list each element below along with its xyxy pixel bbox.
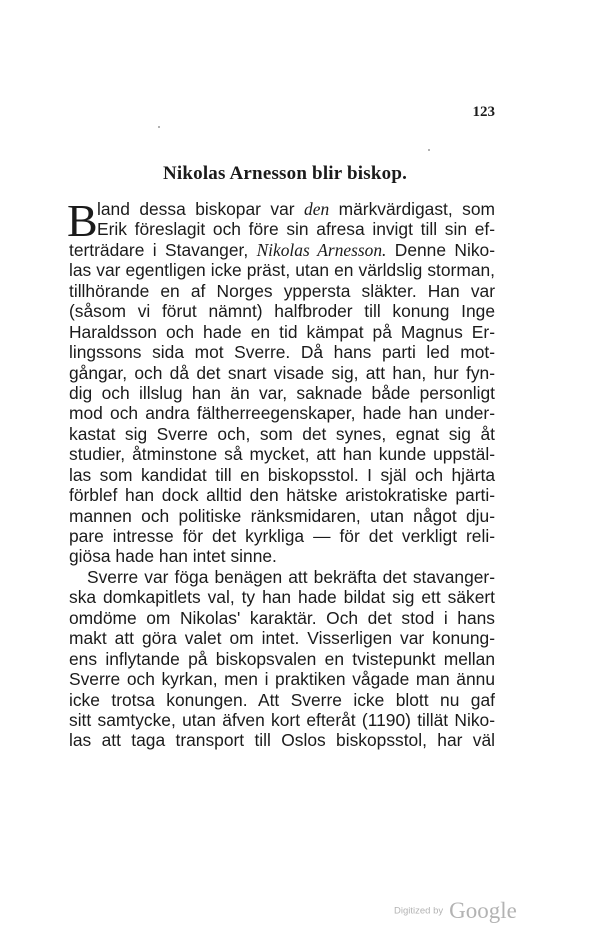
paragraph-1: [67, 195, 495, 567]
text-line: Sverre var föga benägen att bekräfta det stavanger-: [87, 566, 495, 587]
text-line: omdöme om Nikolas' karaktär. Och det stod i hans: [69, 607, 495, 628]
paper-speck: [428, 149, 430, 151]
text-line: ska domkapitlets val, ty han hade bildat sig ett säkert: [69, 587, 495, 608]
text-line: mod och andra fältherreegenskaper, hade han under-: [69, 403, 495, 424]
text-line: land dessa biskopar var den märkvärdigast, som: [97, 199, 495, 219]
text-line: ens inflytande på biskopsvalen en tvistepunkt mellan: [69, 648, 495, 669]
text-line: lingssons sida mot Sverre. Då hans parti led mot-: [69, 342, 495, 363]
text-line: Sverre och kyrkan, men i praktiken vågade man ännu: [69, 669, 495, 690]
drop-cap: B: [67, 195, 98, 246]
text-line: las att taga transport till Oslos biskopsstol, har väl: [69, 730, 495, 751]
text-line: icke trotsa konungen. Att Sverre icke blott nu gaf: [69, 689, 495, 710]
body-text: [67, 195, 495, 751]
text-line: tillhörande en af Norges yppersta släkter. Han var: [69, 280, 495, 301]
text-line: studier, åtminstone så mycket, att han kunde uppstäl-: [69, 444, 495, 465]
text-line: (såsom vi förut nämnt) halfbroder till konung Inge: [69, 301, 495, 322]
text-line: pare intresse för det kyrkliga — för det verkligt reli-: [69, 526, 495, 546]
text-line: terträdare i Stavanger, Nikolas Arnesson. Denne Niko-: [69, 239, 495, 260]
text-line: gångar, och då det snart visade sig, att han, hur fyn-: [69, 362, 495, 383]
text-line: kastat sig Sverre och, som det synes, egnat sig åt: [69, 423, 495, 444]
paper-speck: [158, 126, 160, 128]
digitized-by-google-watermark: [394, 898, 517, 924]
watermark-prefix: Digitized by: [394, 905, 444, 917]
paragraph-2: [69, 567, 495, 751]
google-logo: Google: [449, 898, 517, 923]
text-line: giösa hade han intet sinne.: [69, 546, 277, 567]
text-line: sitt samtycke, utan äfven kort efteråt (1190) tillät Niko-: [69, 709, 495, 730]
text-line: las var egentligen icke präst, utan en världslig storman,: [69, 260, 495, 281]
text-line: dig och illslug han än var, saknade både personligt: [69, 382, 495, 403]
text-line: mannen och politiske ränksmidaren, utan något dju-: [69, 505, 495, 526]
text-line: förblef han dock alltid den hätske aristokratiske parti-: [69, 485, 495, 506]
chapter-title: Nikolas Arnesson blir biskop.: [162, 163, 408, 184]
text-line: las som kandidat till en biskopsstol. I själ och hjärta: [69, 464, 495, 485]
page-number: 123: [472, 104, 495, 120]
text-line: Erik föreslagit och före sin afresa invigt till sin ef-: [97, 219, 495, 240]
text-line: makt att göra valet om intet. Visserligen var konung-: [69, 628, 495, 649]
text-line: Haraldsson och hade en tid kämpat på Magnus Er-: [69, 321, 495, 342]
